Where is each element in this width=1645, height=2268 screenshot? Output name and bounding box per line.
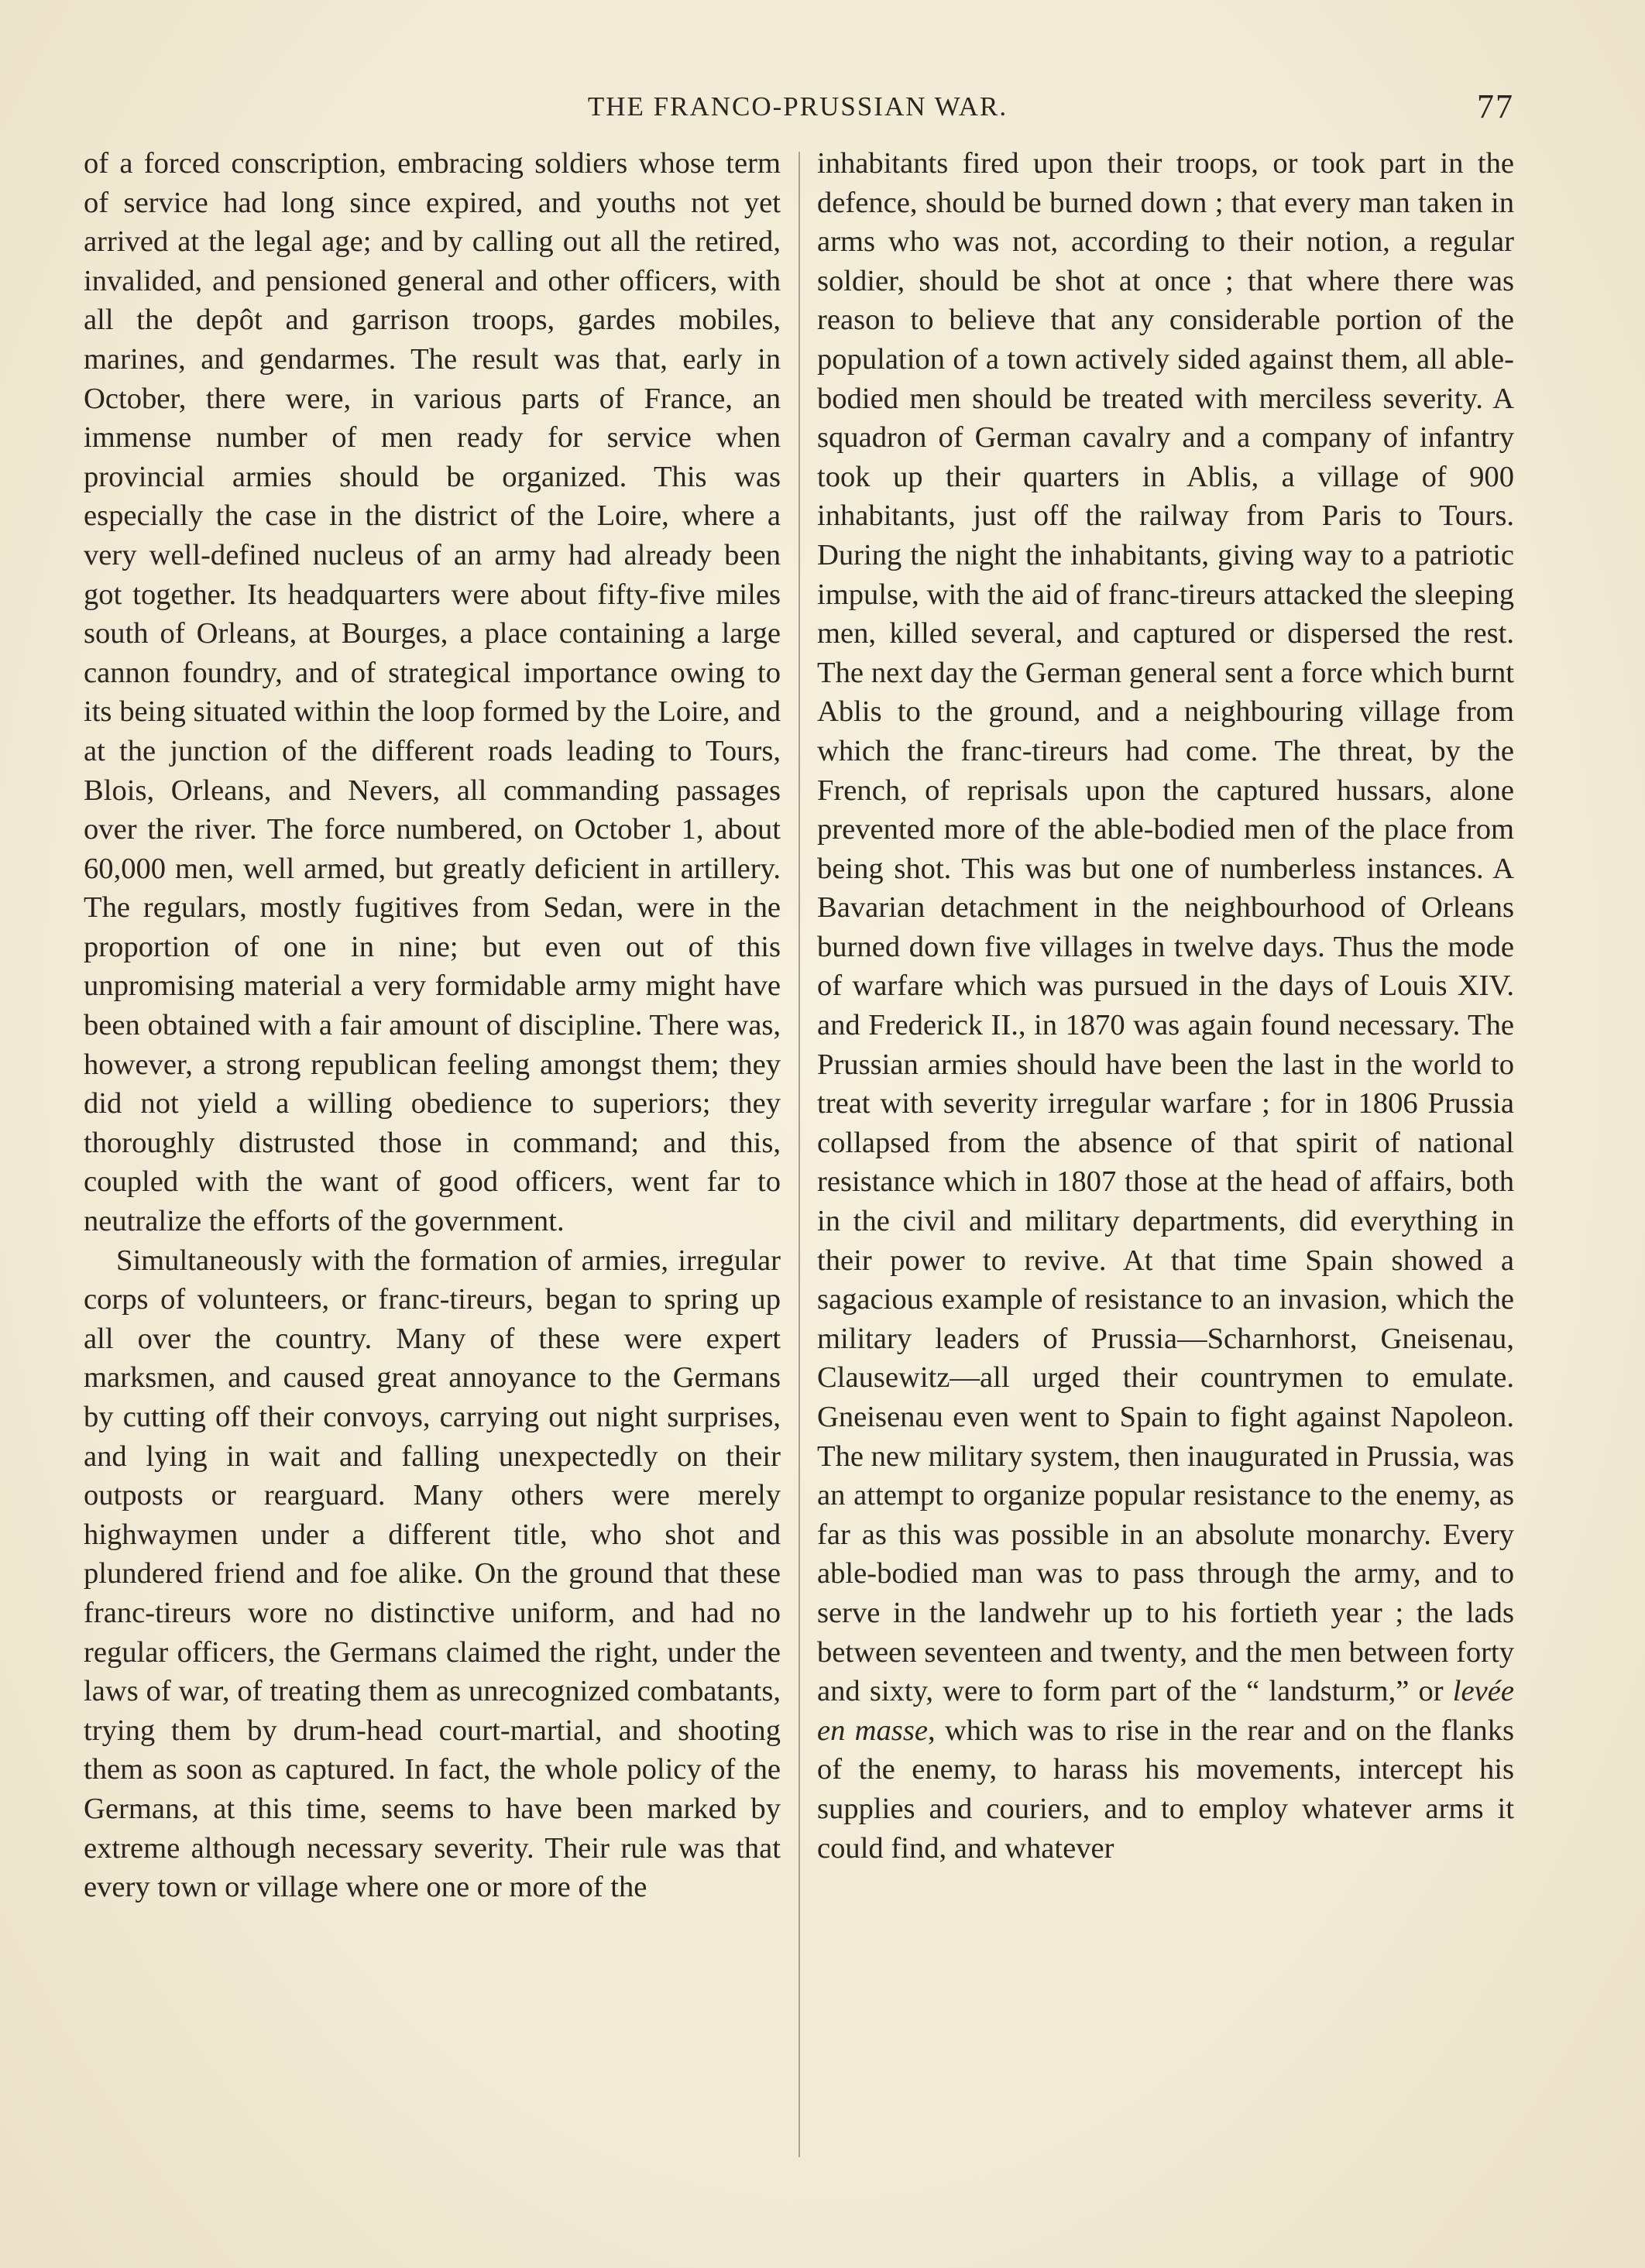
left-column (84, 144, 781, 1907)
page-number: 77 (1477, 87, 1514, 125)
running-head (81, 84, 1514, 130)
left-paragraph-2: Simultaneously with the formation of armies, irregular corps of volunteers, or franc-tireurs, began to spring up all over the country. Many of these were expert marksmen, and caused great annoyance to the Germans by cutting off their convoys, carrying out night surprises, and lying in wait and falling unexpectedly on their outposts or rearguard. Many others were merely highwaymen under a different title, who shot and plundered friend and foe alike. On the ground that these franc-tireurs wore no distinctive uniform, and had no regular officers, the Germans claimed the right, under the laws of war, of treating them as unrecognized combatants, trying them by drum-head court-martial, and shooting them as soon as captured. In fact, the whole policy of the Germans, at this time, seems to have been marked by extreme although necessary severity. Their rule was that every town or village where one or more of the (84, 1244, 781, 1904)
left-paragraph-1: of a forced conscription, embracing soldiers whose term of service had long since expired, and youths not yet arrived at the legal age; and by calling out all the retired, invalided, and pensioned general and other officers, with all the depôt and garrison troops, gardes mobiles, marines, and gendarmes. The result was that, early in October, there were, in various parts of France, an immense number of men ready for service when provincial armies should be organized. This was especially the case in the district of the Loire, where a very well-defined nucleus of an army had already been got together. Its headquarters were about fifty-five miles south of Orleans, at Bourges, a place containing a large cannon foundry, and of strategical importance owing to its being situated within the loop formed by the Loire, and at the junction of the different roads leading to Tours, Blois, Orleans, and Nevers, all commanding passages over the river. The force numbered, on October 1, about 60,000 men, well armed, but greatly deficient in artillery. The regulars, mostly fugitives from Sedan, were in the proportion of one in nine; but even out of this unpromising material a very formidable army might have been obtained with a fair amount of discipline. There was, however, a strong republican feeling amongst them; they did not yield a willing obedience to superiors; they thoroughly distrusted those in command; and this, coupled with the want of good officers, went far to neutralize the efforts of the government. (84, 147, 781, 1238)
right-column (817, 144, 1514, 1868)
right-paragraph-1-end: , which was to rise in the rear and on the flanks of the enemy, to harass his movements, intercept his supplies and couriers, and to employ whatever arms it could find, and whatever (817, 1714, 1514, 1865)
column-divider (798, 152, 800, 2157)
right-paragraph-1-text: inhabitants fired upon their troops, or took part in the defence, should be burned down ; that every man taken in arms who was not, according to their notion, a regular soldier, should be shot at once ; that where there was reason to believe that any considerable portion of the population of a town actively sided against them, all able-bodied men should be treated with merciless severity. A squadron of German cavalry and a company of infantry took up their quarters in Ablis, a village of 900 inhabitants, just off the railway from Paris to Tours. During the night the inhabitants, giving way to a patriotic impulse, with the aid of franc-tireurs attacked the sleeping men, killed several, and captured or dispersed the rest. The next day the German general sent a force which burnt Ablis to the ground, and a neighbouring village from which the franc-tireurs had come. The threat, by the French, of reprisals upon the captured hussars, alone prevented more of the able-bodied men of the place from being shot. This was but one of numberless instances. A Bavarian detachment in the neighbourhood of Orleans burned down five villages in twelve days. Thus the mode of warfare which was pursued in the days of Louis XIV. and Frederick II., in 1870 was again found necessary. The Prussian armies should have been the last in the world to treat with severity irregular warfare ; for in 1806 Prussia collapsed from the absence of that spirit of national resistance which in 1807 those at the head of affairs, both in the civil and military departments, did everything in their power to revive. At that time Spain showed a sagacious example of resistance to an invasion, which the military leaders of Prussia—Scharnhorst, Gneisenau, Clausewitz—all urged their countrymen to emulate. Gneisenau even went to Spain to fight against Napoleon. The new military system, then inaugurated in Prussia, was an attempt to organize popular resistance to the enemy, as far as this was possible in an absolute monarchy. Every able-bodied man was to pass through the army, and to serve in the landwehr up to his fortieth year ; the lads between seventeen and twenty, and the men between forty and sixty, were to form part of the “ landsturm,” or (817, 147, 1514, 1708)
italic-phrase: levée en masse (817, 1675, 1514, 1747)
right-paragraph-1 (817, 144, 1514, 1868)
running-title: THE FRANCO-PRUSSIAN WAR. (587, 91, 1008, 122)
